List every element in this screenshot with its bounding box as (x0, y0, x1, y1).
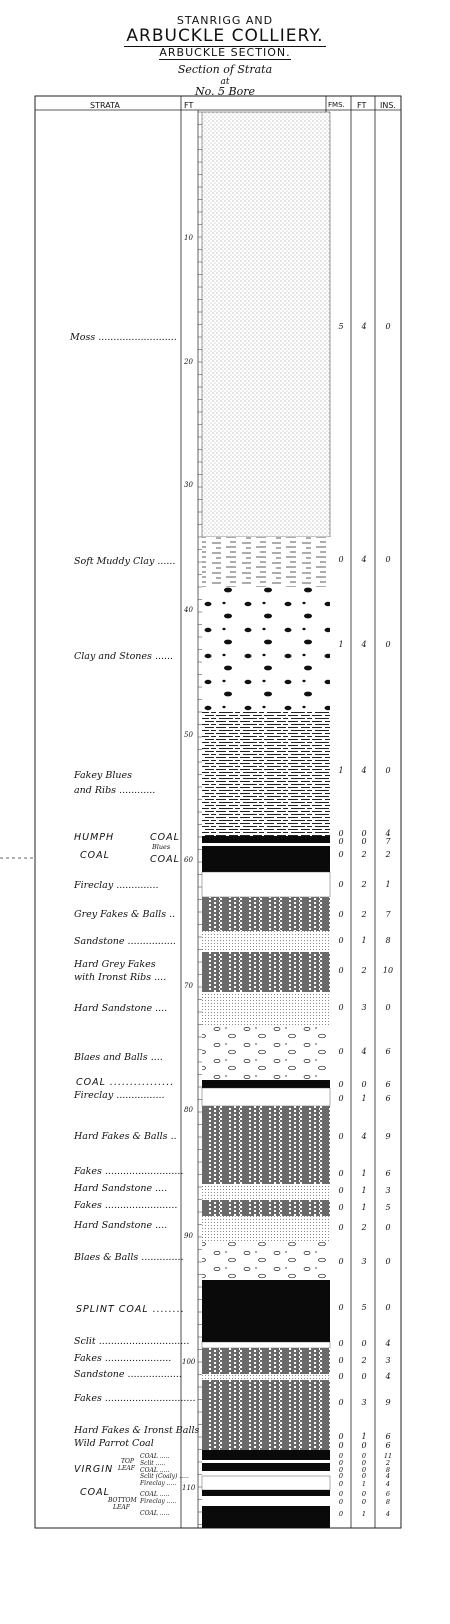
strata-values-9-ft: 3 (361, 1003, 367, 1012)
strata-values-25-fms: 0 (338, 1441, 344, 1450)
strata-values-6-fms: 0 (338, 910, 344, 919)
strata-label-19: SPLINT COAL ........ (76, 1304, 185, 1315)
humph-values-0-ft: 0 (361, 829, 367, 838)
strata-values-7-ins: 8 (385, 936, 391, 945)
strata-values-16-fms: 0 (338, 1203, 344, 1212)
virgin-values-7-ft: 1 (361, 1510, 367, 1518)
humph-values-0-fms: 0 (338, 829, 344, 838)
strata-values-11-fms: 0 (338, 1080, 344, 1089)
tick-70: 70 (184, 982, 193, 990)
virgin-sub-7: COAL ..... (140, 1510, 170, 1517)
virgin-values-4-ft: 1 (361, 1480, 367, 1488)
strata-values-11-ft: 0 (361, 1080, 367, 1089)
humph-values-0-ins: 4 (385, 829, 391, 838)
humph-values-2-ft: 2 (361, 850, 367, 859)
subtitle: Section of Strata (177, 63, 273, 76)
strata-values-3-ft: 4 (361, 766, 367, 775)
strata-values-1-ins: 0 (385, 555, 391, 564)
strata-values-12-ft: 1 (361, 1094, 367, 1103)
strata-values-13-ins: 9 (385, 1132, 391, 1141)
humph-sub-coal2: COAL (150, 854, 180, 865)
tick-110: 110 (182, 1484, 196, 1492)
virgin-bottom-label: BOTTOM (108, 1497, 137, 1504)
strata-label-8b: with Ironst Ribs .... (74, 972, 167, 983)
strata-values-12-ins: 6 (385, 1094, 391, 1103)
virgin-values-2-ft: 0 (361, 1466, 367, 1474)
strata-label-15: Hard Sandstone .... (74, 1183, 168, 1194)
humph-values-1-fms: 0 (338, 837, 344, 846)
virgin-top-leaf: LEAF (118, 1465, 135, 1472)
strata-values-6-ft: 2 (361, 910, 367, 919)
strata-values-25-ins: 6 (385, 1441, 391, 1450)
strata-values-2-ins: 0 (385, 640, 391, 649)
strata-values-17-ft: 2 (361, 1223, 367, 1232)
virgin-coal-label: COAL (80, 1487, 110, 1498)
strata-values-20-ins: 4 (385, 1339, 391, 1348)
humph-sub-blues: Blues (152, 843, 171, 851)
virgin-sub-5: COAL ..... (140, 1491, 170, 1498)
tick-80: 80 (184, 1106, 193, 1114)
strata-values-0-fms: 5 (338, 322, 344, 331)
strata-values-21-ins: 3 (385, 1356, 391, 1365)
virgin-values-0-ins: 11 (383, 1452, 393, 1460)
strata-values-24-ft: 1 (361, 1432, 367, 1441)
tick-40: 40 (184, 606, 193, 614)
tick-50: 50 (184, 731, 193, 739)
strata-values-3-fms: 1 (338, 766, 344, 775)
strata-label-9: Hard Sandstone .... (74, 1003, 168, 1014)
tick-30: 30 (184, 481, 193, 489)
virgin-values-3-fms: 0 (338, 1472, 344, 1480)
strata-label-14: Fakes .......................... (74, 1166, 184, 1177)
humph-values-2-fms: 0 (338, 850, 344, 859)
col-ins: INS. (380, 101, 396, 110)
virgin-sub-3: Sclit (Coaly) ..... (140, 1473, 189, 1480)
scale-ticks (198, 112, 202, 1525)
virgin-values-2-ins: 8 (385, 1466, 391, 1474)
virgin-values-6-fms: 0 (338, 1498, 344, 1506)
strata-values-5-ft: 2 (361, 880, 367, 889)
strata-label-5: Fireclay .............. (74, 880, 159, 891)
humph-sub-coal: COAL (150, 832, 180, 843)
virgin-values-6-ins: 8 (385, 1498, 391, 1506)
virgin-values-6-ft: 0 (361, 1498, 367, 1506)
strata-values-14-ins: 6 (385, 1169, 391, 1178)
strata-label-10: Blaes and Balls .... (74, 1052, 163, 1063)
humph-coal-label: COAL (80, 850, 110, 861)
strata-values-22-ft: 0 (361, 1372, 367, 1381)
humph-values-2-ins: 2 (385, 850, 391, 859)
virgin-values-4-ins: 4 (385, 1480, 391, 1488)
strata-values-1-ft: 4 (361, 555, 367, 564)
strata-values-23-ft: 3 (361, 1398, 367, 1407)
strata-label-16: Fakes ........................ (74, 1200, 178, 1211)
strata-values-15-ins: 3 (385, 1186, 391, 1195)
strata-values-22-ins: 4 (385, 1372, 391, 1381)
strata-label-24: Hard Fakes & Ironst Balls (74, 1425, 200, 1436)
bore-label: No. 5 Bore (194, 85, 256, 98)
strata-label-7: Sandstone ................ (74, 936, 176, 947)
strata-values-23-ins: 9 (385, 1398, 391, 1407)
section-title-text: ARBUCKLE SECTION. (159, 46, 291, 59)
strata-values-21-fms: 0 (338, 1356, 344, 1365)
virgin-label: VIRGIN (74, 1464, 114, 1475)
strata-label-22: Sandstone .................. (74, 1369, 182, 1380)
strata-label-0: Moss .......................... (70, 332, 177, 343)
strata-values-18-ft: 3 (361, 1257, 367, 1266)
strata-label-20: Sclit .............................. (74, 1336, 190, 1347)
virgin-values-7-fms: 0 (338, 1510, 344, 1518)
tick-100: 100 (182, 1358, 196, 1366)
virgin-sub-1: Sclit ..... (140, 1460, 166, 1467)
strata-values-8-ins: 10 (382, 966, 394, 975)
strata-values-6-ins: 7 (385, 910, 391, 919)
title-line-1: STANRIGG AND (176, 14, 274, 27)
humph-label: HUMPH (74, 832, 115, 843)
strata-values-15-ft: 1 (361, 1186, 367, 1195)
virgin-values-4-fms: 0 (338, 1480, 344, 1488)
col-ft-scale: FT (184, 101, 194, 110)
col-fms: FMS. (328, 101, 345, 109)
virgin-values-0-fms: 0 (338, 1452, 344, 1460)
strata-values-5-fms: 0 (338, 880, 344, 889)
humph-values-1-ins: 7 (385, 837, 391, 846)
strata-values-13-ft: 4 (361, 1132, 367, 1141)
strata-values-22-fms: 0 (338, 1372, 344, 1381)
strata-values-23-fms: 0 (338, 1398, 344, 1407)
strata-label-1: Soft Muddy Clay ...... (74, 556, 176, 567)
strata-values-25-ft: 0 (361, 1441, 367, 1450)
tick-60: 60 (184, 856, 193, 864)
virgin-values-1-ft: 0 (361, 1459, 367, 1467)
strata-label-12: Fireclay ................ (74, 1090, 165, 1101)
col-strata: STRATA (90, 101, 120, 110)
strata-values-12-fms: 0 (338, 1094, 344, 1103)
virgin-values-3-ft: 0 (361, 1472, 367, 1480)
tick-90: 90 (184, 1232, 193, 1240)
virgin-sub-0: COAL ..... (140, 1453, 170, 1460)
humph-values-1-ft: 0 (361, 837, 367, 846)
strata-values-19-fms: 0 (338, 1303, 344, 1312)
strata-values-10-fms: 0 (338, 1047, 344, 1056)
strata-values-20-ft: 0 (361, 1339, 367, 1348)
virgin-values-5-fms: 0 (338, 1490, 344, 1498)
strata-values-1-fms: 0 (338, 555, 344, 564)
strata-label-2: Clay and Stones ...... (74, 651, 174, 662)
strata-values-21-ft: 2 (361, 1356, 367, 1365)
virgin-sub-2: COAL ..... (140, 1467, 170, 1474)
virgin-values-1-ins: 2 (385, 1459, 391, 1467)
virgin-values-0-ft: 0 (361, 1452, 367, 1460)
strata-values-17-fms: 0 (338, 1223, 344, 1232)
strata-column (202, 112, 330, 1528)
strata-values-24-ins: 6 (385, 1432, 391, 1441)
strata-values-8-fms: 0 (338, 966, 344, 975)
strata-values-18-fms: 0 (338, 1257, 344, 1266)
virgin-values-5-ft: 0 (361, 1490, 367, 1498)
strata-values-18-ins: 0 (385, 1257, 391, 1266)
strata-values-13-fms: 0 (338, 1132, 344, 1141)
strata-values-10-ft: 4 (361, 1047, 367, 1056)
strata-label-17: Hard Sandstone .... (74, 1220, 168, 1231)
strata-values-20-fms: 0 (338, 1339, 344, 1348)
strata-values-9-fms: 0 (338, 1003, 344, 1012)
strata-values-24-fms: 0 (338, 1432, 344, 1441)
tick-10: 10 (184, 234, 193, 242)
strata-label-13: Hard Fakes & Balls .. (74, 1131, 177, 1142)
strata-label-3: Fakey Blues (74, 770, 133, 781)
strata-values-0-ft: 4 (361, 322, 367, 331)
virgin-top-label: TOP (121, 1458, 134, 1465)
strata-values-14-ft: 1 (361, 1169, 367, 1178)
strata-values-17-ins: 0 (385, 1223, 391, 1232)
col-ft: FT (357, 101, 367, 110)
strata-values-9-ins: 0 (385, 1003, 391, 1012)
strata-values-16-ft: 1 (361, 1203, 367, 1212)
strata-values-19-ins: 0 (385, 1303, 391, 1312)
strata-values-11-ins: 6 (385, 1080, 391, 1089)
strata-values-15-fms: 0 (338, 1186, 344, 1195)
strata-values-2-ft: 4 (361, 640, 367, 649)
strata-values-0-ins: 0 (385, 322, 391, 331)
virgin-values-7-ins: 4 (385, 1510, 391, 1518)
strata-values-7-fms: 0 (338, 936, 344, 945)
strata-label-8: Hard Grey Fakes (74, 959, 156, 970)
strata-values-16-ins: 5 (385, 1203, 391, 1212)
virgin-values-5-ins: 6 (385, 1490, 391, 1498)
strata-label-23: Fakes .............................. (74, 1393, 196, 1404)
strata-values-19-ft: 5 (361, 1303, 367, 1312)
virgin-values-2-fms: 0 (338, 1466, 344, 1474)
virgin-bottom-leaf: LEAF (113, 1504, 130, 1511)
colliery-title-text: ARBUCKLE COLLIERY. (126, 26, 324, 46)
strata-values-3-ins: 0 (385, 766, 391, 775)
strata-label-21: Fakes ...................... (74, 1353, 172, 1364)
strata-values-7-ft: 1 (361, 936, 367, 945)
virgin-values-1-fms: 0 (338, 1459, 344, 1467)
strata-values-2-fms: 1 (338, 640, 344, 649)
strata-values-14-fms: 0 (338, 1169, 344, 1178)
strata-label-18: Blaes & Balls .............. (74, 1252, 184, 1263)
virgin-sub-6: Fireclay ..... (140, 1498, 177, 1505)
strata-values-10-ins: 6 (385, 1047, 391, 1056)
strata-label-6: Grey Fakes & Balls .. (74, 909, 176, 920)
virgin-sub-4: Fireclay ..... (140, 1480, 177, 1487)
strata-values-8-ft: 2 (361, 966, 367, 975)
strata-label-25: Wild Parrot Coal (74, 1438, 154, 1449)
strata-label-3b: and Ribs ............ (74, 785, 156, 796)
strata-label-11: COAL ................ (76, 1077, 175, 1088)
strata-values-5-ins: 1 (385, 880, 391, 889)
virgin-values-3-ins: 4 (385, 1472, 391, 1480)
tick-20: 20 (184, 358, 193, 366)
subtitle-at: at (220, 77, 230, 87)
